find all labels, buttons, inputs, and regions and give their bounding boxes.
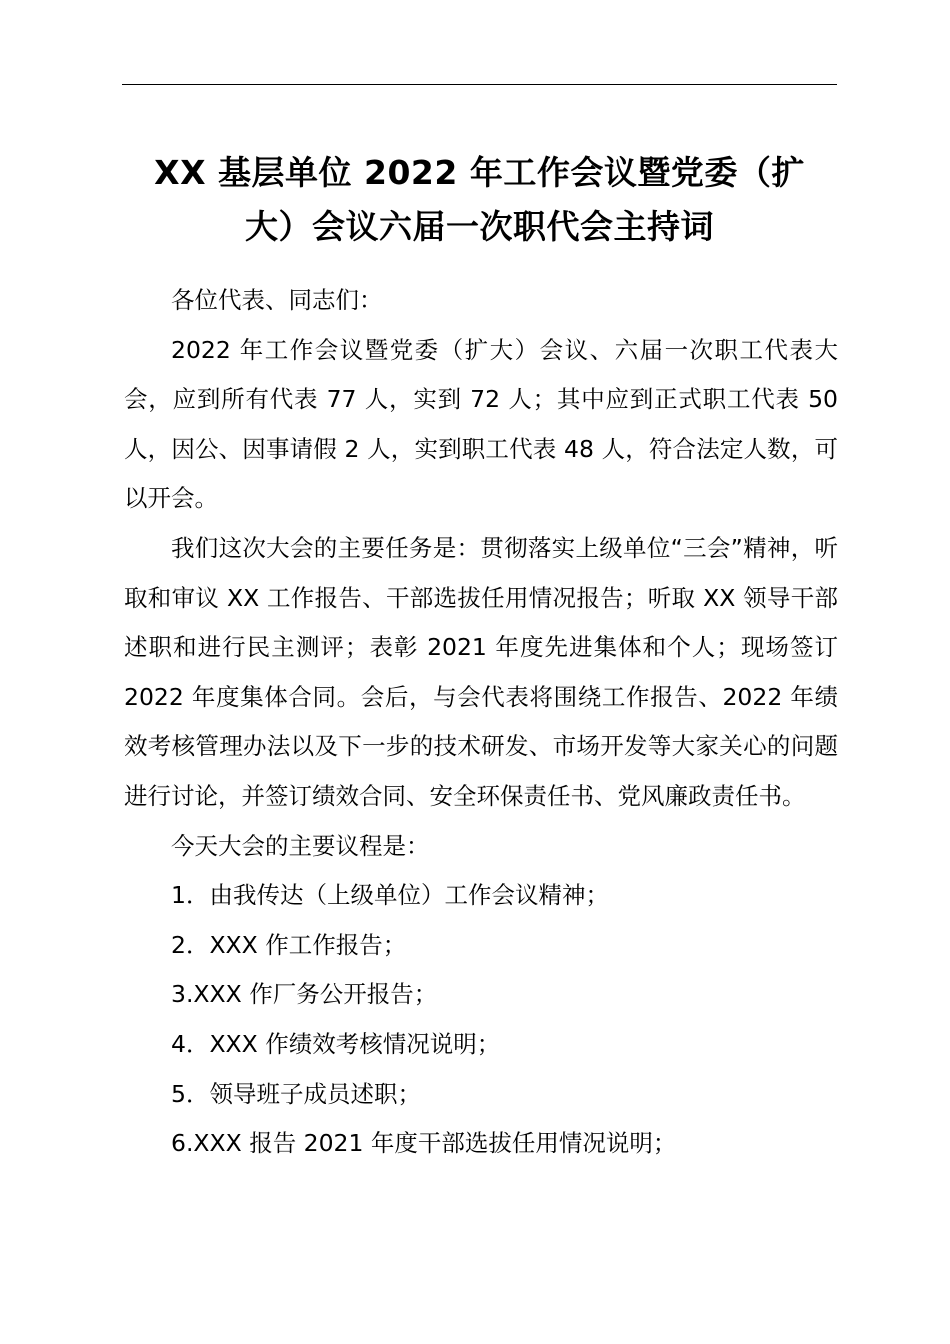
- title-line-1: XX 基层单位 2022 年工作会议暨党委（扩: [154, 153, 805, 192]
- agenda-item-5: 5．领导班子成员述职；: [171, 1079, 421, 1108]
- attendance-paragraph: 2022 年工作会议暨党委（扩大）会议、六届一次职工代表大会，应到所有代表 77 人，实到 72 人；其中应到正式职工代表 50 人，因公、因事请假 2 人，实到职工代表 48 人，符合法定人数，可以开会。: [124, 335, 838, 513]
- agenda-item-2: 2．XXX 作工作报告；: [171, 930, 407, 959]
- header-rule: [122, 84, 837, 85]
- tasks-paragraph: 我们这次大会的主要任务是：贯彻落实上级单位“三会”精神，听取和审议 XX 工作报告、干部选拔任用情况报告；听取 XX 领导干部述职和进行民主测评；表彰 2021 年度先进集体和个人；现场签订 2022 年度集体合同。会后，与会代表将围绕工作报告、2022 年绩效考核管理办法以及下一步的技术研发、市场开发等大家关心的问题进行讨论，并签订绩效合同、安全环保责任书、党风廉政责任书。: [124, 533, 838, 810]
- agenda-item-6: 6.XXX 报告 2021 年度干部选拔任用情况说明；: [171, 1129, 677, 1158]
- agenda-item-1: 1．由我传达（上级单位）工作会议精神；: [171, 881, 609, 910]
- document-body: [124, 276, 838, 1169]
- salutation: 各位代表、同志们：: [171, 286, 383, 314]
- document-title: [122, 146, 837, 254]
- agenda-intro: 今天大会的主要议程是：: [171, 831, 430, 860]
- agenda-item-4: 4．XXX 作绩效考核情况说明；: [171, 1029, 501, 1058]
- agenda-item-3: 3.XXX 作厂务公开报告；: [171, 980, 438, 1009]
- title-line-2: 大）会议六届一次职代会主持词: [245, 207, 714, 246]
